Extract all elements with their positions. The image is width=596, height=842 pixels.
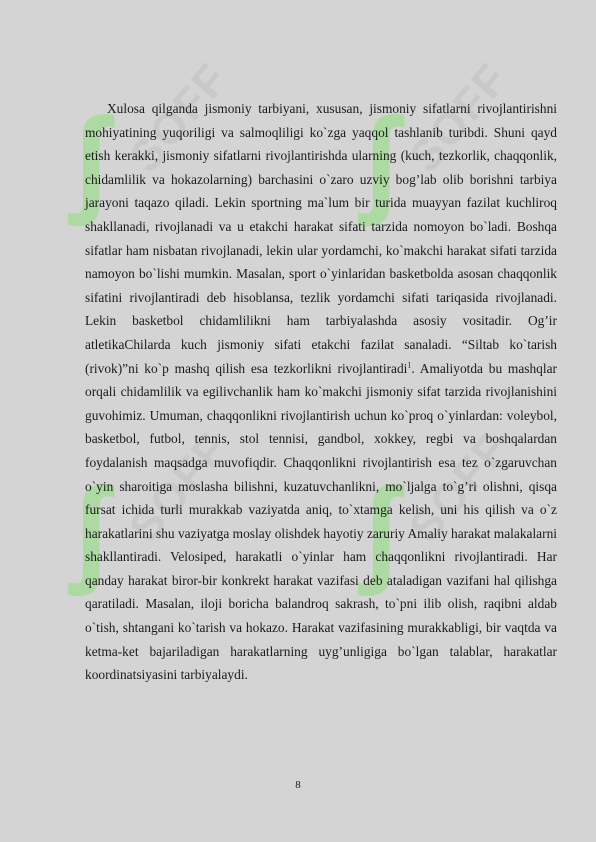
watermark-logo-icon: ʃ <box>70 93 110 227</box>
watermark-logo-icon: ʃ <box>360 463 400 597</box>
watermark-logo-icon: ʃ <box>70 463 110 597</box>
body-text-part1: Xulosa qilganda jismoniy tarbiyani, xususan, jismoniy sifatlarni rivojlantirishni mohiyatining yuqoriligi va salmoqliligi ko`zga yaqqol tashlanib turibdi. Shuni qayd etish kerakki, jismoniy sifatlarni rivojlantirishda ularning (kuch, tezkorlik, chaqqonlik, chidamlilik va hokazolarning) barchasini o`zaro uzviy bog’lab olib borishni tarbiya jarayoni taqazo qiladi. Lekin sportning ma`lum bir turida muayyan fazilat kuchliroq shakllanadi, rivojlanadi va u etakchi harakat sifati tarzida nomoyon bo`ladi. Boshqa sifatlar ham nisbatan rivojlanadi, lekin ular yordamchi, ko`makchi harakat sifati tarzida namoyon bo`lishi mumkin. Masalan, sport o`yinlaridan basketbolda asosan chaqqonlik sifatini rivojlantiradi deb hisoblansa, tezlik yordamchi sifati tariqasida rivojlanadi. Lekin basketbol chidamlilikni ham tarbiyalashda asosiy vositadir. Og’ir atletikaChilarda kuch jismoniy sifati etakchi fazilat sanaladi. “Siltab ko`tarish (rivok)”ni ko`p mashq qilish esa tezkorlikni rivojlantiradi <box>85 101 557 376</box>
watermark-text: SOFF <box>400 423 519 552</box>
watermark-logo-icon: ʃ <box>360 93 400 227</box>
body-paragraph <box>85 93 557 687</box>
watermark-text: SOFF <box>400 53 519 182</box>
body-text-part2: . Amaliyotda bu mashqlar orqali chidamlilik va egilivchanlik ham ko`makchi jismoniy sifat tarzida rivojlanishini guvohimiz. Umuman, chaqqonlikni rivojlantirish uchun ko`proq o`yinlardan: voleybol, basketbol, futbol, tennis, stol tennisi, gandbol, xokkey, regbi va boshqalardan foydalanish maqsadga muvofiqdir. Chaqqonlikni rivojlantirish esa tez o`zgaruvchan o`yin sharoitiga moslasha bilishni, kuzatuvchanlikni, mo`ljalga to`g’ri olishni, qisqa fursat ichida turli murakkab vaziyatda aniq, to`xtamga kelish, uni his qilish va o`z harakatlarini shu vaziyatga moslay olishdek hayotiy zaruriy Amaliy harakat malakalarni shakllantiradi. Velosiped, harakatli o`yinlar ham chaqqonlikni rivojlantiradi. Har qanday harakat biror-bir konkrekt harakat vazifasi deb ataladigan vazifani hal qilishga qaratiladi. Masalan, iloji boricha balandroq sakrash, to`pni ilib olish, raqibni aldab o`tish, shtangani ko`tarish va hokazo. Harakat vazifasining murakkabligi, bir vaqtda va ketma-ket bajariladigan harakatlarning uyg’unligiga bo`lgan talablar, harakatlar koordinatsiyasini tarbiyalaydi. <box>85 360 557 683</box>
watermark-text: SOFF <box>120 53 239 182</box>
watermark-text: SOFF <box>120 423 239 552</box>
page-number: 8 <box>295 779 301 791</box>
footnote-marker[interactable]: 1 <box>407 360 412 370</box>
